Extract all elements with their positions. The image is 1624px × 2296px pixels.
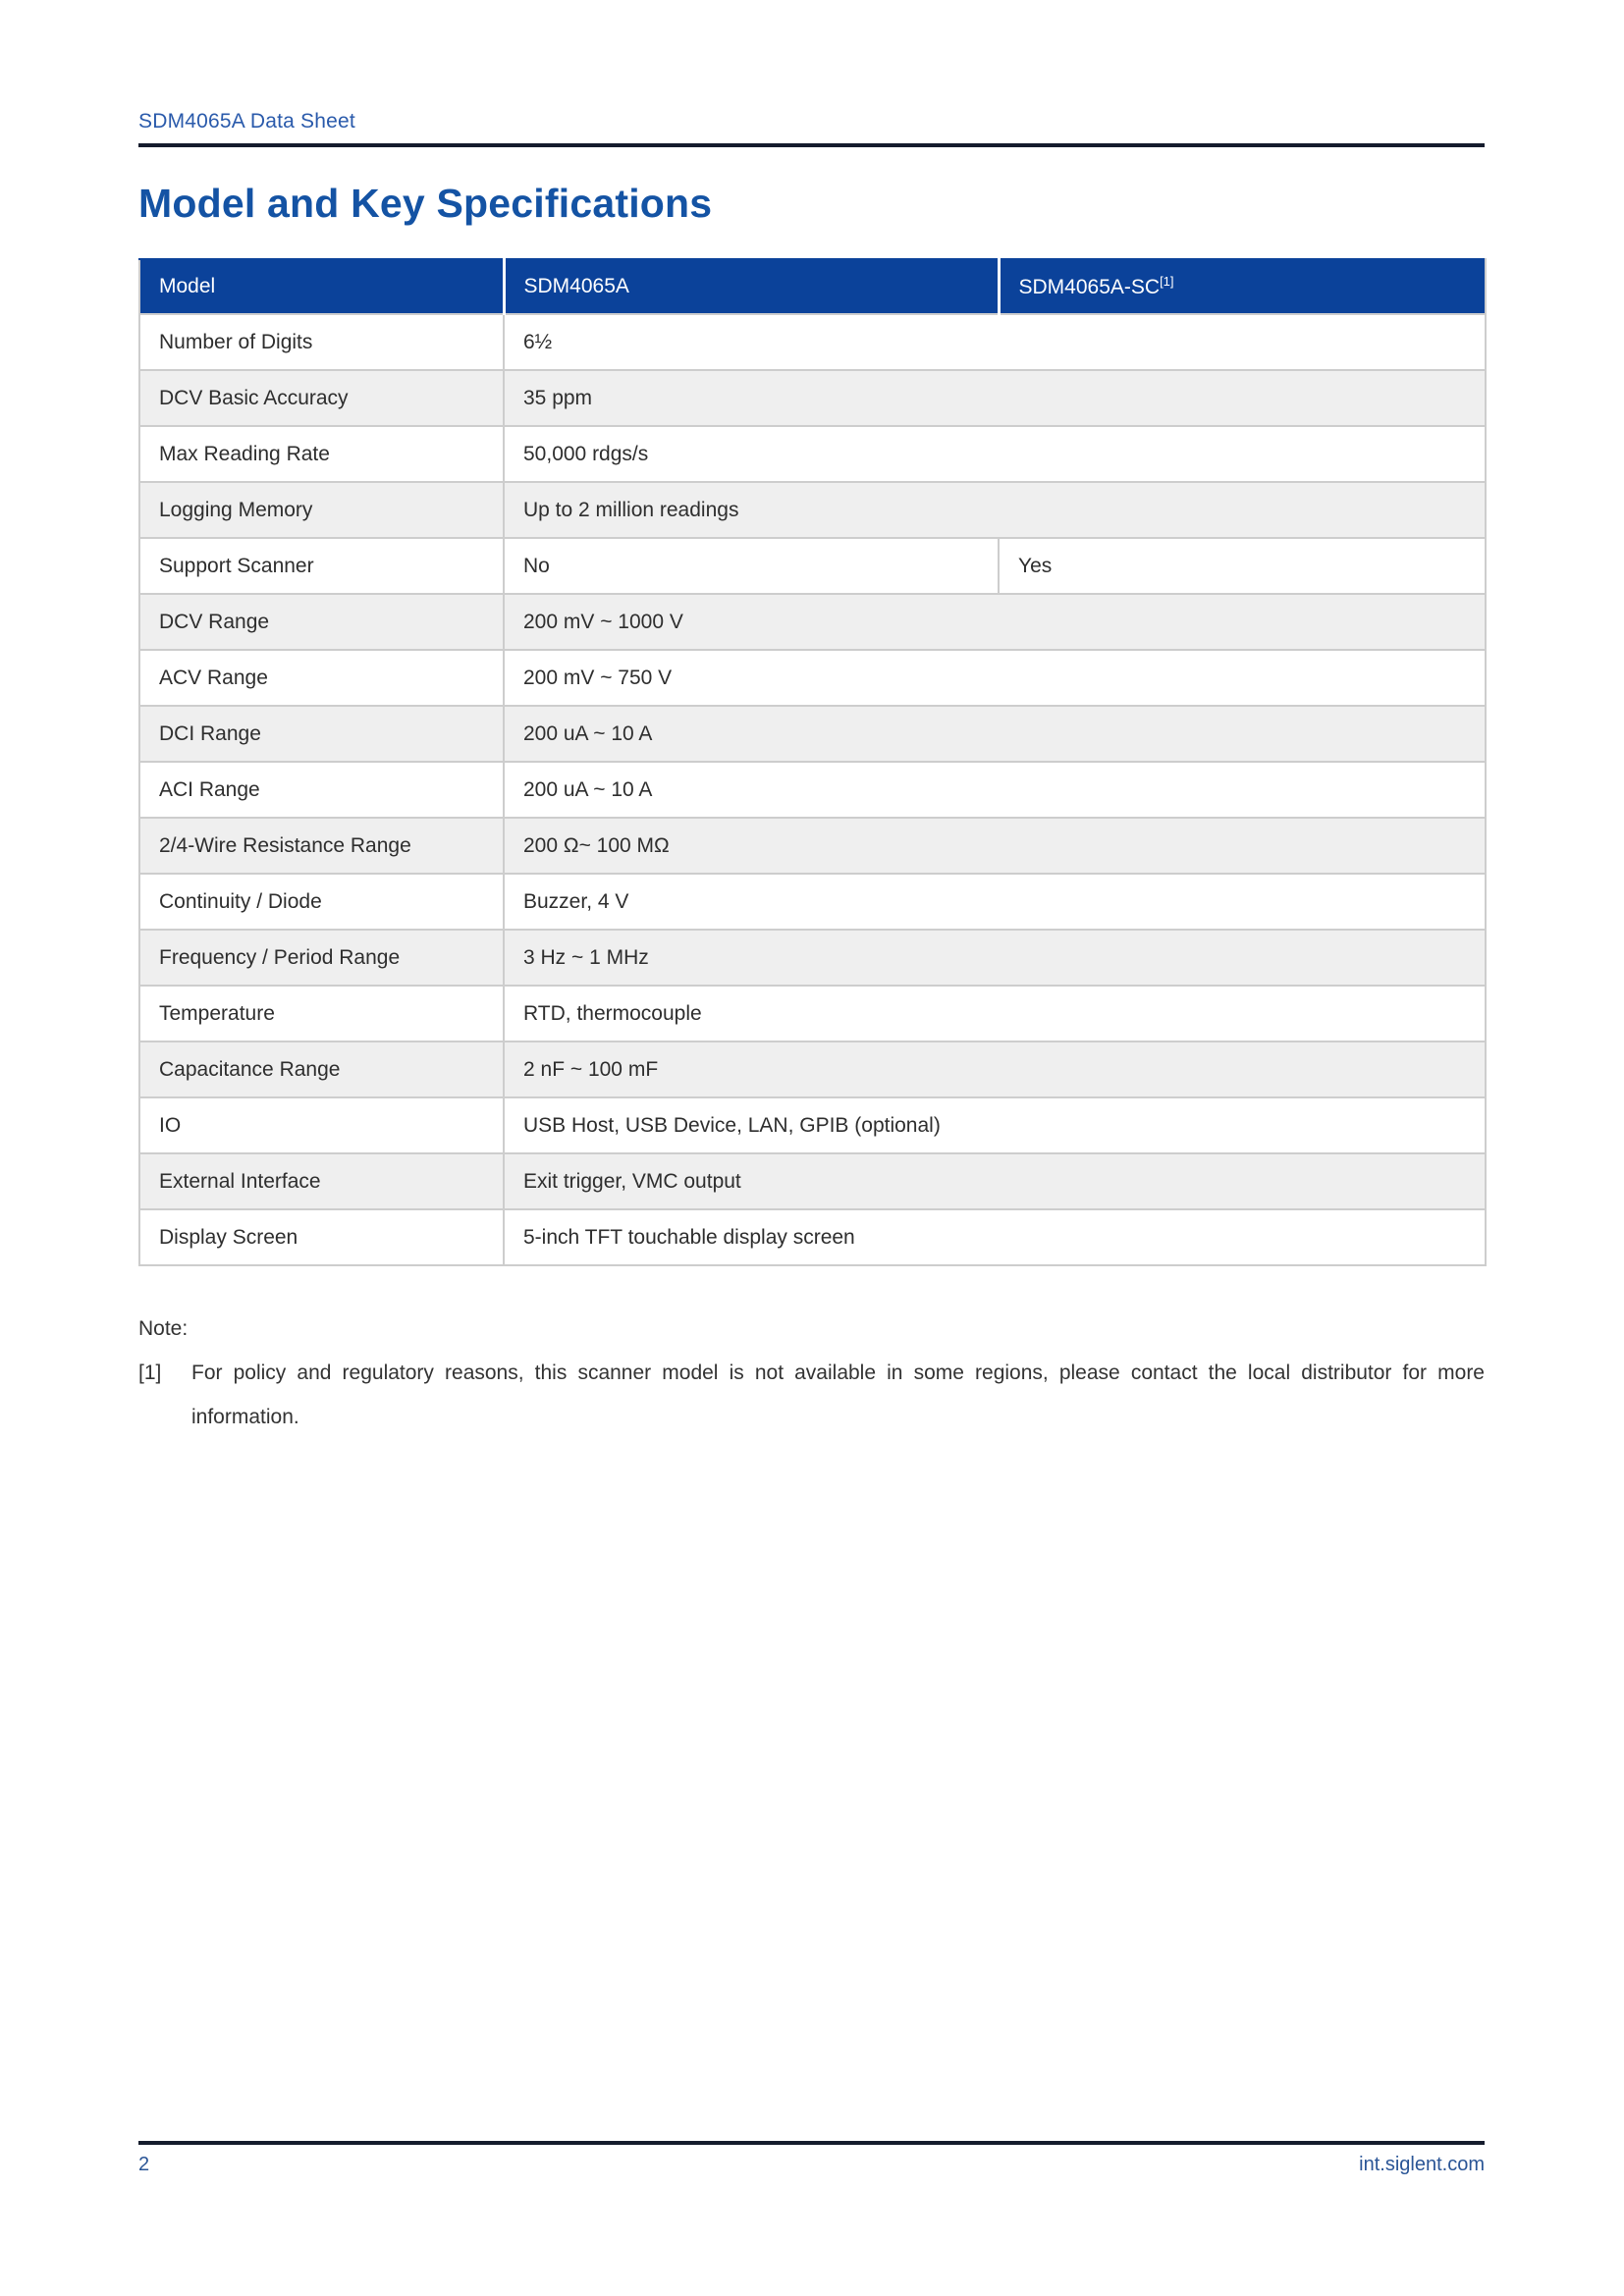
row-value: RTD, thermocouple xyxy=(504,986,1486,1041)
row-label: Display Screen xyxy=(139,1209,504,1265)
table-row xyxy=(139,370,1486,426)
row-label: Temperature xyxy=(139,986,504,1041)
row-label: Number of Digits xyxy=(139,314,504,370)
table-row xyxy=(139,930,1486,986)
row-value: Up to 2 million readings xyxy=(504,482,1486,538)
table-header-sdm4065a: SDM4065A xyxy=(504,259,999,314)
row-value: 200 mV ~ 750 V xyxy=(504,650,1486,706)
row-value-sc: Yes xyxy=(999,538,1486,594)
row-label: Logging Memory xyxy=(139,482,504,538)
table-row xyxy=(139,986,1486,1041)
table-row xyxy=(139,874,1486,930)
header-rule xyxy=(138,143,1485,147)
row-value: 200 uA ~ 10 A xyxy=(504,706,1486,762)
table-row xyxy=(139,482,1486,538)
row-value: Buzzer, 4 V xyxy=(504,874,1486,930)
table-row xyxy=(139,650,1486,706)
note-label: Note: xyxy=(138,1317,189,1340)
website-link: int.siglent.com xyxy=(1359,2154,1485,2175)
row-label: 2/4-Wire Resistance Range xyxy=(139,818,504,874)
table-header-footnote-marker: [1] xyxy=(1160,274,1174,289)
row-label: Support Scanner xyxy=(139,538,504,594)
table-row xyxy=(139,1209,1486,1265)
row-label: DCV Range xyxy=(139,594,504,650)
row-label: Max Reading Rate xyxy=(139,426,504,482)
row-label: IO xyxy=(139,1097,504,1153)
table-row xyxy=(139,426,1486,482)
specs-table-body xyxy=(139,314,1486,1265)
row-value: 2 nF ~ 100 mF xyxy=(504,1041,1486,1097)
note-item xyxy=(138,1351,1485,1439)
footer-row xyxy=(138,2154,1485,2176)
row-label: ACI Range xyxy=(139,762,504,818)
table-row xyxy=(139,1097,1486,1153)
section-title: Model and Key Specifications xyxy=(138,181,713,226)
page-number: 2 xyxy=(138,2154,150,2175)
page-header xyxy=(138,110,1485,147)
table-row xyxy=(139,818,1486,874)
page-footer xyxy=(138,2141,1485,2176)
note-ref: [1] xyxy=(138,1362,162,1384)
row-value: 50,000 rdgs/s xyxy=(504,426,1486,482)
row-value: 5-inch TFT touchable display screen xyxy=(504,1209,1486,1265)
table-row xyxy=(139,1041,1486,1097)
specs-table-head xyxy=(139,259,1486,314)
row-label: Continuity / Diode xyxy=(139,874,504,930)
row-label: DCV Basic Accuracy xyxy=(139,370,504,426)
table-row xyxy=(139,538,1486,594)
specs-table xyxy=(138,258,1487,1266)
table-row xyxy=(139,314,1486,370)
footer-rule xyxy=(138,2141,1485,2145)
row-value: 35 ppm xyxy=(504,370,1486,426)
row-label: DCI Range xyxy=(139,706,504,762)
row-value: 6½ xyxy=(504,314,1486,370)
row-label: ACV Range xyxy=(139,650,504,706)
row-value: 200 Ω~ 100 MΩ xyxy=(504,818,1486,874)
note-section xyxy=(138,1308,1485,1439)
row-value: 200 mV ~ 1000 V xyxy=(504,594,1486,650)
row-label: External Interface xyxy=(139,1153,504,1209)
table-header-model: Model xyxy=(139,259,504,314)
row-value: 3 Hz ~ 1 MHz xyxy=(504,930,1486,986)
table-header-sdm4065a-sc-label: SDM4065A-SC xyxy=(1018,276,1161,298)
row-label: Frequency / Period Range xyxy=(139,930,504,986)
row-value: 200 uA ~ 10 A xyxy=(504,762,1486,818)
page-header-title: SDM4065A Data Sheet xyxy=(138,110,355,133)
table-row xyxy=(139,762,1486,818)
row-label: Capacitance Range xyxy=(139,1041,504,1097)
table-header-row xyxy=(139,259,1486,314)
row-value: Exit trigger, VMC output xyxy=(504,1153,1486,1209)
row-value: No xyxy=(504,538,999,594)
table-row xyxy=(139,594,1486,650)
table-row xyxy=(139,706,1486,762)
note-text: For policy and regulatory reasons, this scanner model is not available in some regions, please contact the local distributor for more information. xyxy=(191,1362,1485,1428)
table-row xyxy=(139,1153,1486,1209)
table-header-sdm4065a-sc xyxy=(999,259,1486,314)
row-value: USB Host, USB Device, LAN, GPIB (optional) xyxy=(504,1097,1486,1153)
